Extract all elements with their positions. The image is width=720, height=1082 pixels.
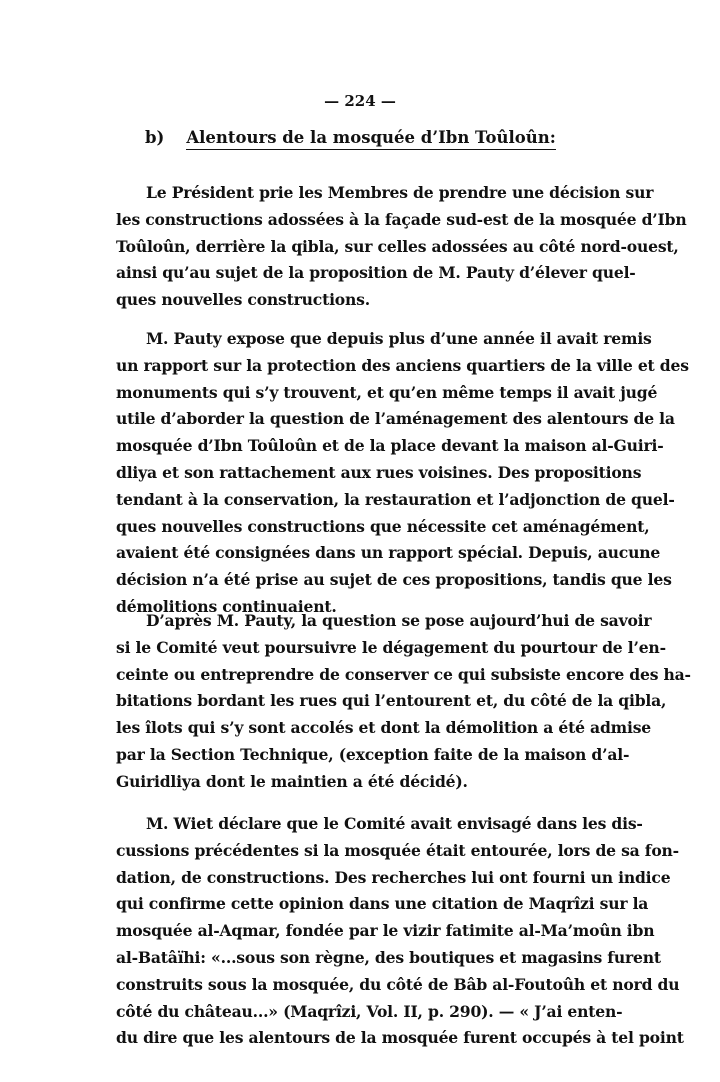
text-line: Toûloûn, derrière la qibla, sur celles adossées au côté nord-ouest, (116, 236, 679, 256)
page-number: — 224 — (324, 92, 396, 110)
paragraph-pauty-question (116, 608, 691, 796)
text-line: tendant à la conservation, la restauration et l’adjonction de quel- (116, 489, 675, 509)
text-line: monuments qui s’y trouvent, et qu’en même temps il avait jugé (116, 382, 658, 402)
text-line: ques nouvelles constructions. (116, 290, 370, 310)
section-heading (145, 128, 556, 147)
text-line: mosquée d’Ibn Toûloûn et de la place devant la maison al-Guiri- (116, 436, 664, 456)
text-line: un rapport sur la protection des anciens quartiers de la ville et des (116, 355, 689, 375)
text-line: M. Wiet déclare que le Comité avait envisagé dans les dis- (146, 814, 643, 833)
text-line: construits sous la mosquée, du côté de Bâb al-Foutoûh et nord du (116, 974, 680, 994)
text-line: mosquée al-Aqmar, fondée par le vizir fatimite al-Ma’moûn ibn (116, 921, 655, 941)
text-line: côté du château...» (Maqrîzi, Vol. II, p. 290). — « J’ai enten- (116, 1001, 623, 1021)
text-line: si le Comité veut poursuivre le dégagement du pourtour de l’en- (116, 637, 666, 657)
text-line: ainsi qu’au sujet de la proposition de M. Pauty d’élever quel- (116, 263, 636, 283)
text-line: par la Section Technique, (exception faite de la maison d’al- (116, 744, 630, 764)
text-line: ceinte ou entreprendre de conserver ce qui subsiste encore des ha- (116, 664, 691, 684)
text-line: D’après M. Pauty, la question se pose aujourd’hui de savoir (146, 611, 652, 630)
text-line: avaient été consignées dans un rapport spécial. Depuis, aucune (116, 543, 661, 563)
section-label: b) (145, 128, 165, 147)
text-line: ques nouvelles constructions que nécessite cet aménagément, (116, 516, 650, 536)
text-line: utile d’aborder la question de l’aménagement des alentours de la (116, 409, 675, 429)
text-line: du dire que les alentours de la mosquée furent occupés à tel point (116, 1028, 684, 1048)
paragraph-president (116, 180, 687, 314)
text-line: démolitions continuaient. (116, 596, 337, 616)
text-line: M. Pauty expose que depuis plus d’une année il avait remis (146, 329, 652, 348)
section-title: Alentours de la mosquée d’Ibn Toûloûn: (186, 128, 555, 150)
text-line: Guiridliya dont le maintien a été décidé). (116, 771, 468, 791)
text-line: les îlots qui s’y sont accolés et dont la démolition a été admise (116, 718, 651, 738)
text-line: qui confirme cette opinion dans une citation de Maqrîzi sur la (116, 894, 649, 914)
text-line: décision n’a été prise au sujet de ces propositions, tandis que les (116, 570, 672, 590)
text-line: Le Président prie les Membres de prendre une décision sur (146, 183, 654, 202)
text-line: cussions précédentes si la mosquée était entourée, lors de sa fon- (116, 840, 679, 860)
text-line: dation, de constructions. Des recherches lui ont fourni un indice (116, 867, 671, 887)
text-line: bitations bordant les rues qui l’entourent et, du côté de la qibla, (116, 691, 667, 711)
text-line: dliya et son rattachement aux rues voisines. Des propositions (116, 462, 642, 482)
text-line: les constructions adossées à la façade sud-est de la mosquée d’Ibn (116, 209, 687, 229)
paragraph-wiet (116, 811, 684, 1052)
text-line: al-Batâïhi: «...sous son règne, des boutiques et magasins furent (116, 947, 661, 967)
